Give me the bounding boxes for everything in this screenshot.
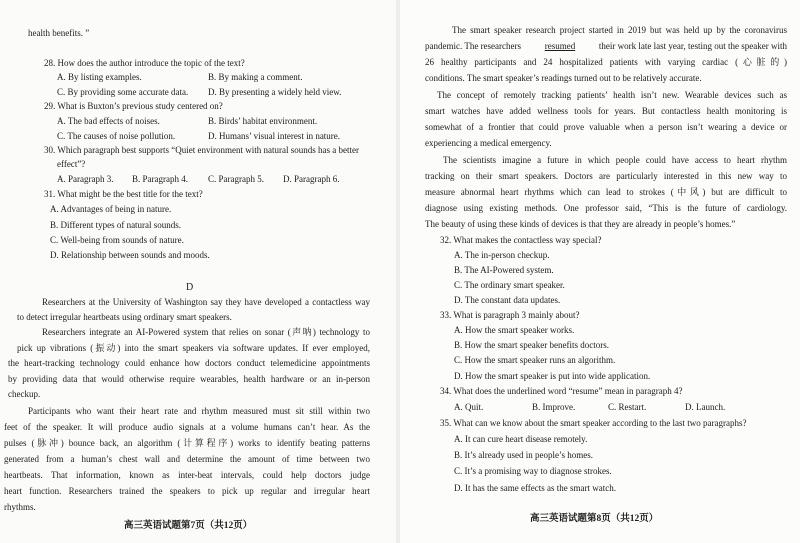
previous-passage-tail: health benefits. ”: [28, 28, 90, 38]
question-35-option-a: A. It can cure heart disease remotely.: [454, 434, 588, 444]
passage-line: heartbeats. That information, known as inter-beat intervals, could help doctors judge: [4, 470, 370, 480]
question-31-option-a: A. Advantages of being in nature.: [50, 204, 172, 214]
exam-page-7: [0, 0, 396, 543]
question-29-option-a: A. The bad effects of noises.: [57, 116, 160, 126]
question-29-option-c: C. The causes of noise pollution.: [57, 131, 176, 141]
question-31-stem: 31. What might be the best title for the text?: [44, 189, 203, 199]
paragraph-6-line: The scientists imagine a future in which people could have access to heart rhythm: [443, 155, 787, 165]
paragraph-6-line: diagnose using existing methods. One professor said, “This is the future of cardiology.: [425, 203, 787, 213]
paragraph-5-line: The concept of remotely tracking patients’ health isn’t new. Wearable devices such as: [437, 90, 787, 100]
question-28-option-c: C. By providing some accurate data.: [57, 87, 189, 97]
question-35-option-b: B. It’s already used in people’s homes.: [454, 450, 593, 460]
passage-line: generated from a human’s chest wall and determine the amount of time between two: [4, 454, 370, 464]
question-29-option-b: B. Birds’ habitat environment.: [208, 116, 318, 126]
question-30-stem: 30. Which paragraph best supports “Quiet environment with natural sounds has a better: [44, 145, 360, 155]
paragraph-6-line: measure abnormal heart rhythms which can lead to strokes (中风) but are difficult to: [425, 187, 787, 197]
page-footer: 高三英语试题第7页（共12页）: [124, 521, 253, 531]
question-34-option-c: C. Restart.: [608, 402, 647, 412]
passage-line: pulses (脉冲) bounce back, an algorithm (计算程序) works to identify beating patterns: [4, 438, 370, 448]
question-30-option-b: B. Paragraph 4.: [132, 174, 188, 184]
question-30-option-d: D. Paragraph 6.: [283, 174, 340, 184]
passage-line: pick up vibrations (振动) into the smart speakers via software updates. If ever employed,: [17, 343, 370, 353]
question-29-stem: 29. What is Buxton’s previous study centered on?: [44, 101, 223, 111]
question-31-option-c: C. Well-being from sounds of nature.: [50, 235, 184, 245]
paragraph-4-line: 26 healthy participants and 24 hospitalized patients with varying cardiac (心脏的): [425, 57, 787, 67]
passage-line: the heart-tracking technology could enhance how doctors conduct telemedicine appointments: [8, 358, 370, 368]
question-28-option-d: D. By presenting a widely held view.: [208, 87, 342, 97]
section-letter: D: [186, 282, 194, 293]
passage-line: by providing data that would otherwise require wearables, health hardware or an in-person: [8, 374, 370, 384]
passage-line: rhythms.: [4, 502, 36, 512]
question-31-option-b: B. Different types of natural sounds.: [50, 220, 182, 230]
question-32-option-a: A. The in-person checkup.: [454, 250, 550, 260]
question-35-stem: 35. What can we know about the smart speaker according to the last two paragraphs?: [440, 418, 747, 428]
paragraph-5-line: experiencing a medical emergency.: [425, 138, 552, 148]
question-34-option-d: D. Launch.: [685, 402, 726, 412]
question-28-stem: 28. How does the author introduce the topic of the text?: [44, 58, 245, 68]
paragraph-4-line: [425, 41, 787, 52]
passage-line: Researchers at the University of Washington say they have developed a contactless way: [42, 297, 370, 307]
paragraph-4-line: The smart speaker research project started in 2019 but was held up by the coronavirus: [452, 25, 787, 35]
passage-line: Participants who want their heart rate and rhythm measured must sit still within two: [28, 406, 370, 416]
question-30-option-a: A. Paragraph 3.: [57, 174, 114, 184]
question-30-stem-continued: effect”?: [57, 159, 86, 169]
question-28-option-a: A. By listing examples.: [57, 72, 142, 82]
question-32-stem: 32. What makes the contactless way special?: [440, 235, 602, 245]
question-30-option-c: C. Paragraph 5.: [208, 174, 264, 184]
question-29-option-d: D. Humans’ visual interest in nature.: [208, 131, 341, 141]
question-35-option-c: C. It’s a promising way to diagnose strokes.: [454, 466, 612, 476]
passage-line: feet of the speaker. It will produce audio signals at a volume humans can’t hear. As the: [4, 422, 370, 432]
passage-line: Researchers integrate an AI-Powered system that relies on sonar (声呐) technology to: [42, 327, 370, 337]
paragraph-4-line: conditions. The smart speaker’s readings turned out to be relatively accurate.: [425, 73, 702, 83]
question-33-stem: 33. What is paragraph 3 mainly about?: [440, 310, 580, 320]
question-34-stem: 34. What does the underlined word “resume” mean in paragraph 4?: [440, 386, 683, 396]
paragraph-4-text: pandemic. The researchers: [425, 41, 522, 51]
page-footer: 高三英语试题第8页（共12页）: [530, 514, 659, 524]
exam-page-8: [400, 0, 800, 543]
question-33-option-c: C. How the smart speaker runs an algorithm.: [454, 355, 616, 365]
question-32-option-d: D. The constant data updates.: [454, 295, 561, 305]
question-33-option-d: D. How the smart speaker is put into wide application.: [454, 371, 651, 381]
paragraph-6-line: The beauty of using these kinds of devices is that they are already in people’s homes.”: [425, 219, 736, 229]
question-33-option-a: A. How the smart speaker works.: [454, 325, 575, 335]
paragraph-6-line: tracking on their smart speakers. Doctors are particularly interested in this new way to: [425, 171, 787, 181]
question-31-option-d: D. Relationship between sounds and moods.: [50, 250, 210, 260]
question-32-option-c: C. The ordinary smart speaker.: [454, 280, 565, 290]
question-34-option-a: A. Quit.: [454, 402, 484, 412]
passage-line: checkup.: [8, 389, 41, 399]
paragraph-5-line: somewhat of a frontier that could prove valuable when a person isn’t wearing a device or: [425, 122, 787, 132]
question-33-option-b: B. How the smart speaker benefits doctors.: [454, 340, 609, 350]
question-34-option-b: B. Improve.: [532, 402, 576, 412]
question-32-option-b: B. The AI-Powered system.: [454, 265, 554, 275]
underlined-word-resumed: resumed: [544, 41, 576, 51]
question-35-option-d: D. It has the same effects as the smart watch.: [454, 483, 617, 493]
paragraph-5-line: smart watches have added wellness tools for years. But contactless health monitoring is: [425, 106, 787, 116]
passage-line: to detect irregular heartbeats using ordinary smart speakers.: [17, 312, 232, 322]
question-28-option-b: B. By making a comment.: [208, 72, 303, 82]
paragraph-4-text: their work late last year, testing out the speaker with: [598, 41, 787, 51]
passage-line: heart function. Researchers trained the speakers to pick up regular and irregular heart: [4, 486, 370, 496]
